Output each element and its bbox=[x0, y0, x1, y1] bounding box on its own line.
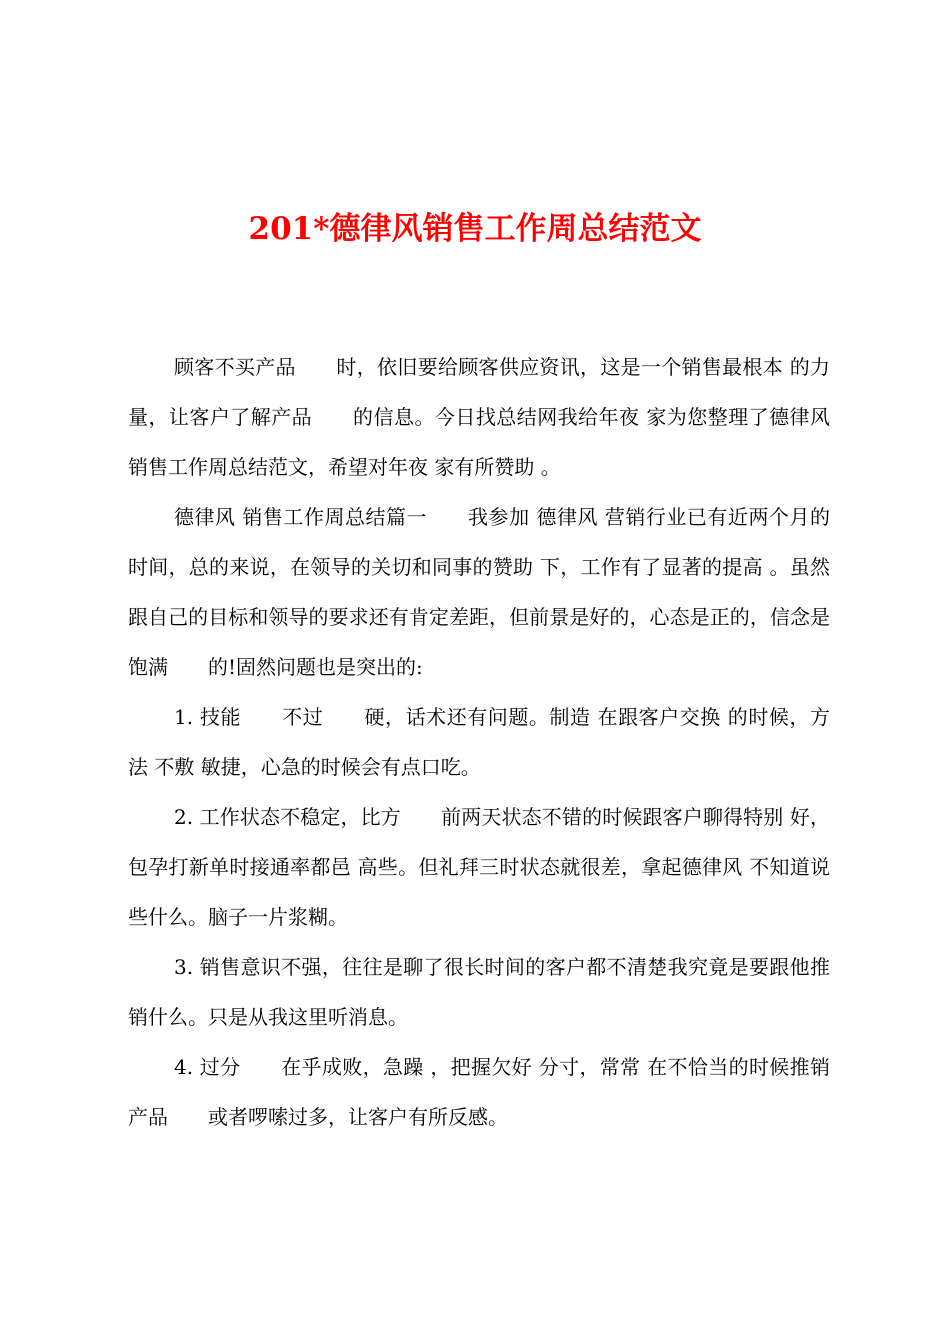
document-title: 201*德律风销售工作周总结范文 bbox=[248, 211, 702, 247]
paragraph-intro: 顾客不买产品 时，依旧要给顾客供应资讯，这是一个销售最根本 的力量，让客户了解产品 的信息。今日找总结网我给年夜 家为您整理了德律风 销售工作周总结范文，希望对年夜 家有所赞助 。 bbox=[128, 355, 830, 479]
paragraph-item-4: 4. 过分 在乎成败，急躁 ，把握欠好 分寸，常常 在不恰当的时候推销产品 或者啰嗦过多，让客户有所反感。 bbox=[128, 1055, 830, 1129]
paragraph-summary-part-one: 德律风 销售工作周总结篇一 我参加 德律风 营销行业已有近两个月的时间，总的来说，在领导的关切和同事的赞助 下，工作有了显著的提高 。虽然跟自己的目标和领导的要求还有肯定差距，但前景是好的，心态是正的，信念是饱满 的!固然问题也是突出的: bbox=[128, 505, 830, 679]
paragraph-item-2: 2. 工作状态不稳定，比方 前两天状态不错的时候跟客户聊得特别 好，包孕打新单时接通率都邑 高些。但礼拜三时状态就很差，拿起德律风 不知道说些什么。脑子一片浆糊。 bbox=[128, 805, 830, 929]
document-body bbox=[128, 342, 830, 1142]
paragraph-item-1: 1. 技能 不过 硬，话术还有问题。制造 在跟客户交换 的时候，方法 不敷 敏捷，心急的时候会有点口吃。 bbox=[128, 705, 830, 779]
paragraph-item-3: 3. 销售意识不强，往往是聊了很长时间的客户都不清楚我究竟是要跟他推销什么。只是从我这里听消息。 bbox=[128, 955, 830, 1029]
